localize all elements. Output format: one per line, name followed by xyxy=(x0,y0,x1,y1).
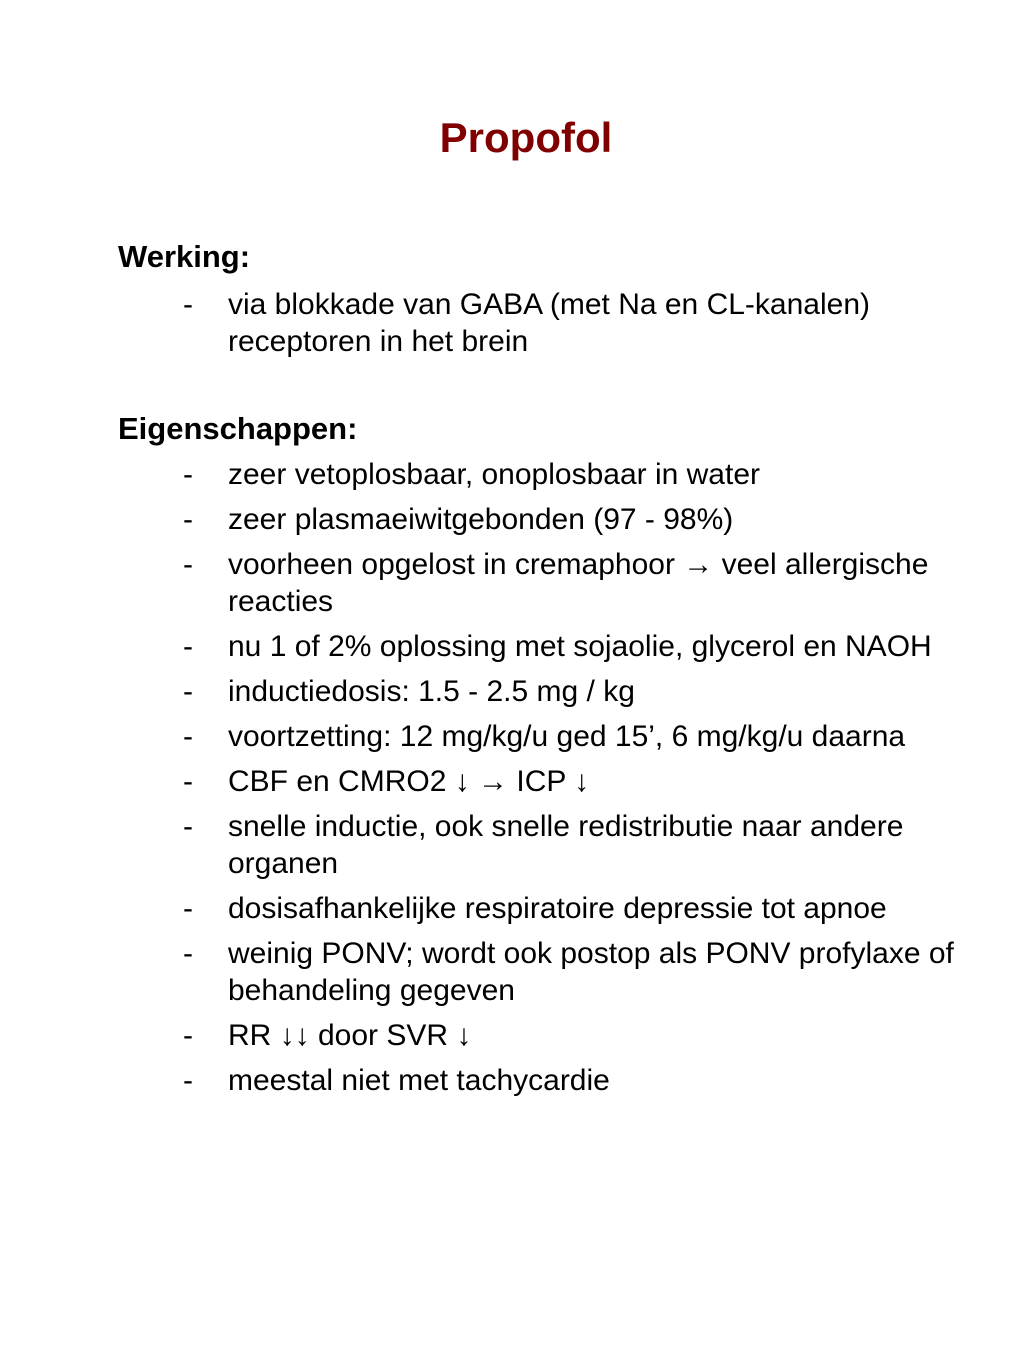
eigenschappen-list xyxy=(118,456,978,1099)
list-item xyxy=(118,546,978,620)
bullet-dash: - xyxy=(183,720,193,753)
section-heading-werking: Werking: xyxy=(118,239,251,274)
bullet-dash: - xyxy=(183,1064,193,1097)
bullet-dash: - xyxy=(183,675,193,708)
list-item-text: zeer plasmaeiwitgebonden (97 - 98%) xyxy=(228,503,734,536)
list-item-text: CBF en CMRO2 ↓ → ICP ↓ xyxy=(228,765,590,798)
page-title: Propofol xyxy=(439,114,613,162)
list-item xyxy=(118,935,978,1009)
list-item xyxy=(118,890,978,927)
list-item xyxy=(118,501,978,538)
bullet-dash: - xyxy=(183,548,193,581)
list-item-text: RR ↓↓ door SVR ↓ xyxy=(228,1019,472,1052)
section-heading-eigenschappen: Eigenschappen: xyxy=(118,411,358,446)
list-item-text: nu 1 of 2% oplossing met sojaolie, glycerol en NAOH xyxy=(228,630,932,663)
list-item-text: voorheen opgelost in cremaphoor → veel allergische reacties xyxy=(228,548,929,618)
bullet-dash: - xyxy=(183,630,193,663)
list-item-text: weinig PONV; wordt ook postop als PONV profylaxe of behandeling gegeven xyxy=(228,937,954,1007)
list-item xyxy=(118,1062,978,1099)
list-item xyxy=(118,286,978,360)
bullet-dash: - xyxy=(183,892,193,925)
list-item xyxy=(118,628,978,665)
section-eigenschappen xyxy=(118,410,978,1107)
list-item xyxy=(118,718,978,755)
list-item-text: inductiedosis: 1.5 - 2.5 mg / kg xyxy=(228,675,635,708)
list-item xyxy=(118,673,978,710)
section-werking xyxy=(118,238,978,368)
bullet-dash: - xyxy=(183,288,193,321)
list-item xyxy=(118,1017,978,1054)
list-item-text: via blokkade van GABA (met Na en CL-kanalen) receptoren in het brein xyxy=(228,288,870,358)
bullet-dash: - xyxy=(183,810,193,843)
bullet-dash: - xyxy=(183,1019,193,1052)
bullet-dash: - xyxy=(183,503,193,536)
list-item-text: dosisafhankelijke respiratoire depressie tot apnoe xyxy=(228,892,887,925)
list-item-text: snelle inductie, ook snelle redistributie naar andere organen xyxy=(228,810,904,880)
list-item xyxy=(118,808,978,882)
bullet-dash: - xyxy=(183,937,193,970)
list-item-text: meestal niet met tachycardie xyxy=(228,1064,610,1097)
list-item-text: voortzetting: 12 mg/kg/u ged 15’, 6 mg/kg/u daarna xyxy=(228,720,906,753)
bullet-dash: - xyxy=(183,765,193,798)
list-item xyxy=(118,763,978,800)
bullet-dash: - xyxy=(183,458,193,491)
werking-list xyxy=(118,286,978,360)
list-item-text: zeer vetoplosbaar, onoplosbaar in water xyxy=(228,458,761,491)
list-item xyxy=(118,456,978,493)
